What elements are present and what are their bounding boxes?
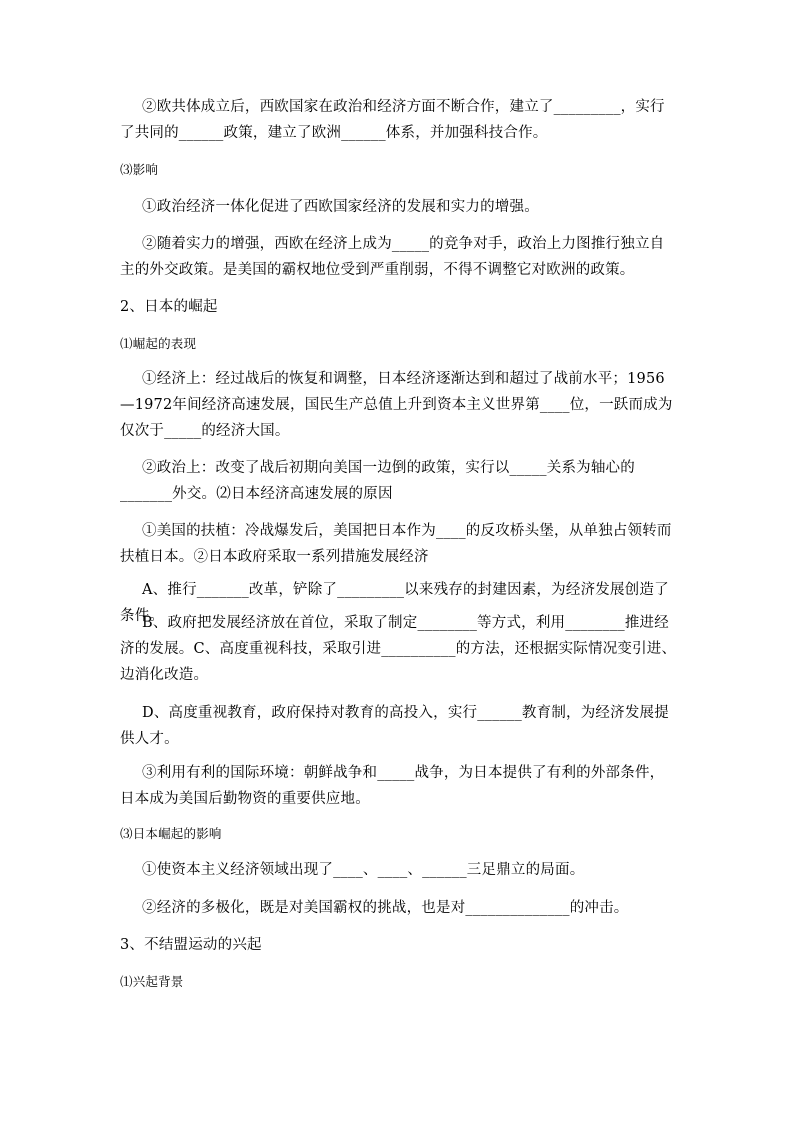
paragraph-international-environment: ③利用有利的国际环境：朝鲜战争和_____战争，为日本提供了有利的外部条件，日本成为美国后勤物资的重要供应地。: [120, 765, 665, 807]
paragraph-measures-b-c: B、政府把发展经济放在首位，采取了制定________等方式，利用________推进经济的发展。C、高度重视科技，采取引进__________的方法，还根据实际情况变引进、边消化改造。: [120, 615, 677, 683]
heading-influence: ⑶影响: [120, 162, 159, 177]
heading-rise-manifestation: ⑴崛起的表现: [120, 336, 197, 351]
heading-background: ⑴兴起背景: [120, 974, 184, 989]
paragraph-politics: ②政治上：改变了战后初期向美国一边倒的政策，实行以_____关系为轴心的_______外交。⑵日本经济高速发展的原因: [120, 460, 635, 502]
paragraph-us-support: ①美国的扶植：冷战爆发后，美国把日本作为____的反攻桥头堡，从单独占领转而扶植日本。②日本政府采取一系列措施发展经济: [120, 523, 672, 565]
heading-japan-rise: 2、日本的崛起: [120, 299, 218, 315]
paragraph-multipolarity: ②经济的多极化，既是对美国霸权的挑战，也是对______________的冲击。: [142, 900, 629, 916]
heading-non-aligned: 3、不结盟运动的兴起: [120, 937, 262, 953]
paragraph-integration-effect: ①政治经济一体化促进了西欧国家经济的发展和实力的增强。: [142, 199, 539, 215]
paragraph-economy: ①经济上：经过战后的恢复和调整，日本经济逐渐达到和超过了战前水平；1956—1972年间经济高速发展，国民生产总值上升到资本主义世界第____位，一跃而成为仅次于_____的经济大国。: [120, 371, 673, 439]
paragraph-eec-cooperation: ②欧共体成立后，西欧国家在政治和经济方面不断合作，建立了_________，实行了共同的______政策，建立了欧洲______体系，并加强科技合作。: [120, 99, 665, 141]
paragraph-reform-a: A、推行_______改革，铲除了_________以来残存的封建因素，为经济发展创造了条件。: [120, 582, 669, 624]
paragraph-tripartite: ①使资本主义经济领域出现了____、____、______三足鼎立的局面。: [142, 862, 585, 878]
paragraph-education-d: D、高度重视教育，政府保持对教育的高投入，实行______教育制，为经济发展提供人才。: [120, 705, 669, 747]
heading-rise-impact: ⑶日本崛起的影响: [120, 826, 222, 841]
paragraph-western-europe-rival: ②随着实力的增强，西欧在经济上成为_____的竞争对手，政治上力图推行独立自主的外交政策。是美国的霸权地位受到严重削弱，不得不调整它对欧洲的政策。: [120, 236, 665, 278]
